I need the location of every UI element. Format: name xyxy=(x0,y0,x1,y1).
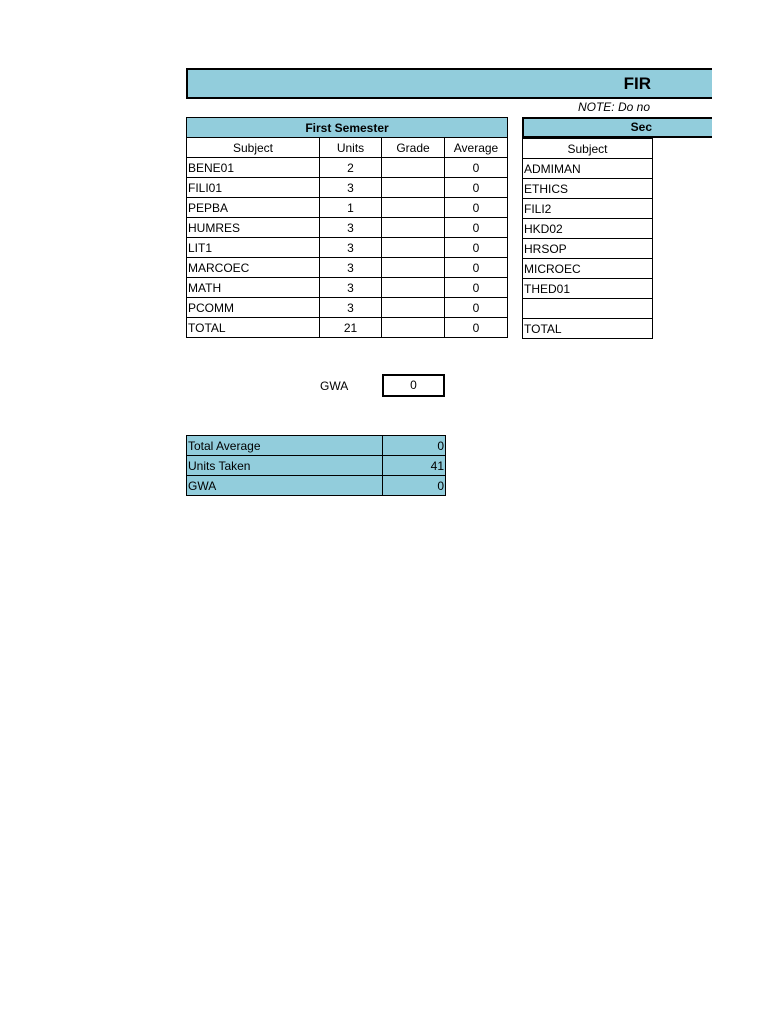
average-cell[interactable]: 0 xyxy=(445,218,508,238)
subject-cell[interactable]: MATH xyxy=(187,278,320,298)
subject-cell[interactable]: HUMRES xyxy=(187,218,320,238)
subject-cell[interactable]: PEPBA xyxy=(187,198,320,218)
gwa-value[interactable]: 0 xyxy=(382,374,445,397)
units-cell[interactable]: 2 xyxy=(320,158,382,178)
col-header-grade: Grade xyxy=(382,138,445,158)
subject-cell[interactable]: PCOMM xyxy=(187,298,320,318)
col-header-subject: Subject xyxy=(187,138,320,158)
col-header-units: Units xyxy=(320,138,382,158)
total-average[interactable]: 0 xyxy=(445,318,508,338)
subject-cell[interactable]: MICROEC xyxy=(523,259,653,279)
banner-title: FIR xyxy=(623,73,651,93)
subject-cell[interactable]: HRSOP xyxy=(523,239,653,259)
col-header-subject-sem2: Subject xyxy=(523,139,653,159)
average-cell[interactable]: 0 xyxy=(445,278,508,298)
summary-row xyxy=(187,436,446,456)
average-cell[interactable]: 0 xyxy=(445,238,508,258)
table-row xyxy=(187,258,508,278)
second-semester-table xyxy=(522,138,653,339)
summary-row xyxy=(187,476,446,496)
summary-value[interactable]: 0 xyxy=(383,476,446,496)
average-cell[interactable]: 0 xyxy=(445,198,508,218)
subject-cell[interactable]: ETHICS xyxy=(523,179,653,199)
table-row xyxy=(187,178,508,198)
summary-row xyxy=(187,456,446,476)
grade-cell[interactable] xyxy=(382,218,445,238)
units-cell[interactable]: 3 xyxy=(320,178,382,198)
col-header-average: Average xyxy=(445,138,508,158)
subject-cell[interactable] xyxy=(523,299,653,319)
table-row xyxy=(187,158,508,178)
table-row xyxy=(523,299,653,319)
second-semester-title: Sec xyxy=(630,120,652,134)
first-semester-table xyxy=(186,117,508,338)
units-cell[interactable]: 3 xyxy=(320,278,382,298)
subject-cell[interactable]: THED01 xyxy=(523,279,653,299)
grade-cell[interactable] xyxy=(382,238,445,258)
subject-cell[interactable]: BENE01 xyxy=(187,158,320,178)
total-label: TOTAL xyxy=(187,318,320,338)
title-banner xyxy=(186,68,712,99)
total-label: TOTAL xyxy=(523,319,653,339)
summary-value[interactable]: 41 xyxy=(383,456,446,476)
table-row xyxy=(523,239,653,259)
first-semester-title: First Semester xyxy=(187,118,508,138)
summary-label: GWA xyxy=(187,476,383,496)
total-grade[interactable] xyxy=(382,318,445,338)
summary-label: Total Average xyxy=(187,436,383,456)
table-row xyxy=(187,238,508,258)
units-cell[interactable]: 3 xyxy=(320,218,382,238)
table-row xyxy=(187,278,508,298)
table-row xyxy=(187,298,508,318)
table-row xyxy=(523,199,653,219)
second-semester-banner xyxy=(522,117,712,138)
units-cell[interactable]: 3 xyxy=(320,258,382,278)
grade-cell[interactable] xyxy=(382,298,445,318)
table-row xyxy=(523,259,653,279)
table-row xyxy=(187,198,508,218)
note-text: NOTE: Do no xyxy=(577,100,650,114)
grade-cell[interactable] xyxy=(382,178,445,198)
grade-cell[interactable] xyxy=(382,158,445,178)
average-cell[interactable]: 0 xyxy=(445,258,508,278)
subject-cell[interactable]: FILI01 xyxy=(187,178,320,198)
total-row xyxy=(523,319,653,339)
summary-label: Units Taken xyxy=(187,456,383,476)
total-units[interactable]: 21 xyxy=(320,318,382,338)
table-row xyxy=(523,179,653,199)
table-row xyxy=(523,279,653,299)
summary-table xyxy=(186,435,446,496)
grade-cell[interactable] xyxy=(382,198,445,218)
table-row xyxy=(187,218,508,238)
average-cell[interactable]: 0 xyxy=(445,298,508,318)
subject-cell[interactable]: FILI2 xyxy=(523,199,653,219)
grade-cell[interactable] xyxy=(382,278,445,298)
average-cell[interactable]: 0 xyxy=(445,158,508,178)
units-cell[interactable]: 1 xyxy=(320,198,382,218)
summary-value[interactable]: 0 xyxy=(383,436,446,456)
subject-cell[interactable]: HKD02 xyxy=(523,219,653,239)
units-cell[interactable]: 3 xyxy=(320,238,382,258)
table-row xyxy=(523,159,653,179)
average-cell[interactable]: 0 xyxy=(445,178,508,198)
gwa-label: GWA xyxy=(320,379,349,393)
total-row xyxy=(187,318,508,338)
subject-cell[interactable]: ADMIMAN xyxy=(523,159,653,179)
table-row xyxy=(523,219,653,239)
units-cell[interactable]: 3 xyxy=(320,298,382,318)
subject-cell[interactable]: LIT1 xyxy=(187,238,320,258)
subject-cell[interactable]: MARCOEC xyxy=(187,258,320,278)
grade-cell[interactable] xyxy=(382,258,445,278)
